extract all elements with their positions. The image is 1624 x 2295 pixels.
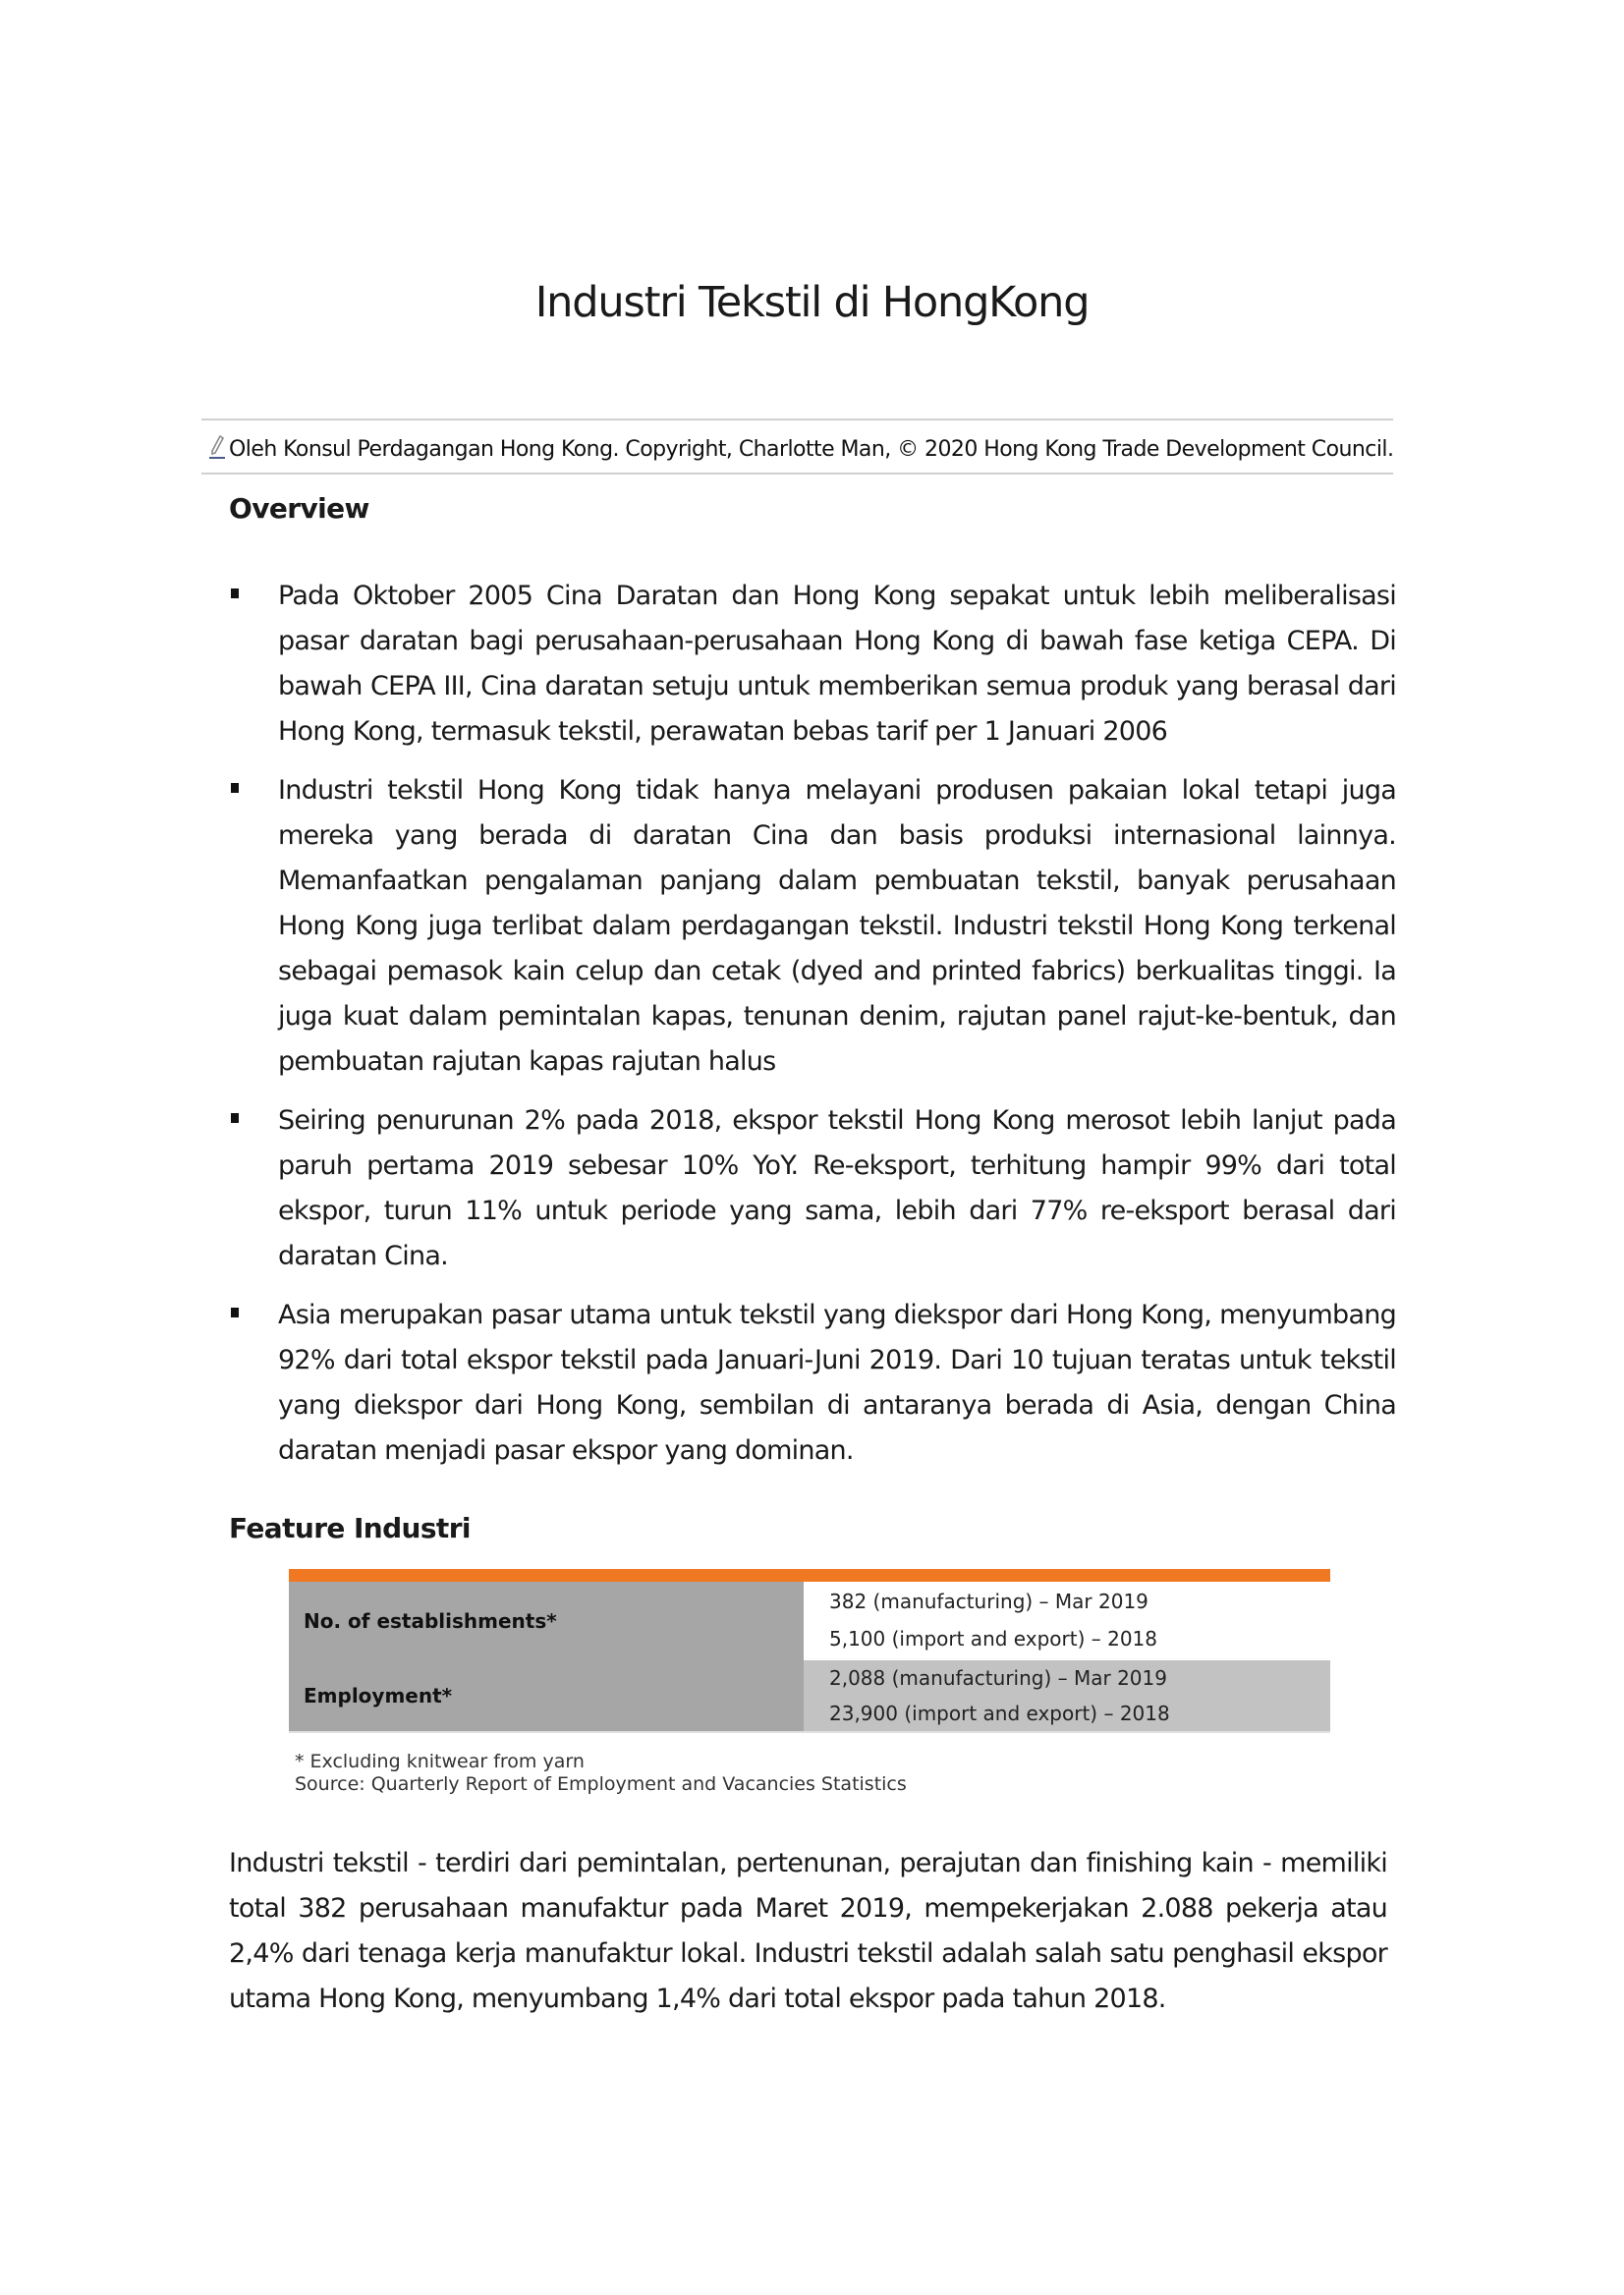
footnote-text: * Excluding knitwear from yarn	[295, 1751, 585, 1772]
list-item	[0, 1098, 1624, 1279]
square-bullet-icon	[231, 1308, 239, 1317]
page-title: Industri Tekstil di HongKong	[534, 278, 1090, 327]
bullet-text: Asia merupakan pasar utama untuk tekstil yang diekspor dari Hong Kong, menyumbang 92% dari total ekspor tekstil pada Januari-Juni 2019. Dari 10 tujuan teratas untuk tekstil yang diekspor dari Hong Kong, sembilan di antaranya berada di Asia, dengan China daratan menjadi pasar ekspor yang dominan.	[278, 1300, 1396, 1466]
row-label: No. of establishments*	[289, 1582, 804, 1660]
table-bottom-rule	[289, 1731, 1330, 1733]
cell-value: 382 (manufacturing) – Mar 2019	[829, 1590, 1148, 1613]
table-footnote	[295, 1751, 907, 1796]
table-row	[289, 1582, 1330, 1660]
feature-table	[289, 1569, 1330, 1733]
cell-value: 23,900 (import and export) – 2018	[829, 1702, 1170, 1725]
cell-value: 2,088 (manufacturing) – Mar 2019	[829, 1666, 1167, 1690]
row-values	[804, 1660, 1330, 1731]
list-item	[0, 1293, 1624, 1474]
byline	[207, 434, 1393, 463]
list-item	[0, 574, 1624, 755]
overview-bullet-list	[0, 574, 1624, 1487]
table-row	[289, 1660, 1330, 1731]
byline-text: Oleh Konsul Perdagangan Hong Kong. Copyright, Charlotte Man, © 2020 Hong Kong Trade Development Council.	[229, 437, 1394, 462]
feature-heading: Feature Industri	[229, 1512, 471, 1544]
overview-heading: Overview	[229, 492, 369, 525]
square-bullet-icon	[231, 1113, 239, 1123]
list-item	[0, 768, 1624, 1085]
square-bullet-icon	[231, 783, 239, 793]
cell-value: 5,100 (import and export) – 2018	[829, 1627, 1157, 1651]
square-bullet-icon	[231, 588, 239, 598]
bullet-text: Industri tekstil Hong Kong tidak hanya melayani produsen pakaian lokal tetapi juga mereka yang berada di daratan Cina dan basis produksi internasional lainnya. Memanfaatkan pengalaman panjang dalam pembuatan tekstil, banyak perusahaan Hong Kong juga terlibat dalam perdagangan tekstil. Industri tekstil Hong Kong terkenal sebagai pemasok kain celup dan cetak (dyed and printed fabrics) berkualitas tinggi. Ia juga kuat dalam pemintalan kapas, tenunan denim, rajutan panel rajut-ke-bentuk, dan pembuatan rajutan kapas rajutan halus	[278, 775, 1396, 1077]
row-values	[804, 1582, 1330, 1660]
source-text: Source: Quarterly Report of Employment and Vacancies Statistics	[295, 1773, 907, 1795]
byline-box	[201, 419, 1393, 475]
feature-paragraph: Industri tekstil - terdiri dari pemintalan, pertenunan, perajutan dan finishing kain - memiliki total 382 perusahaan manufaktur pada Maret 2019, mempekerjakan 2.088 pekerja atau 2,4% dari tenaga kerja manufaktur lokal. Industri tekstil adalah salah satu penghasil ekspor utama Hong Kong, menyumbang 1,4% dari total ekspor pada tahun 2018.	[229, 1848, 1387, 2014]
bullet-text: Pada Oktober 2005 Cina Daratan dan Hong Kong sepakat untuk lebih meliberalisasi pasar daratan bagi perusahaan-perusahaan Hong Kong di bawah fase ketiga CEPA. Di bawah CEPA III, Cina daratan setuju untuk memberikan semua produk yang berasal dari Hong Kong, termasuk tekstil, perawatan bebas tarif per 1 Januari 2006	[278, 581, 1396, 747]
pencil-icon	[207, 434, 227, 460]
row-label: Employment*	[289, 1660, 804, 1731]
bullet-text: Seiring penurunan 2% pada 2018, ekspor tekstil Hong Kong merosot lebih lanjut pada paruh pertama 2019 sebesar 10% YoY. Re-eksport, terhitung hampir 99% dari total ekspor, turun 11% untuk periode yang sama, lebih dari 77% re-eksport berasal dari daratan Cina.	[278, 1105, 1396, 1271]
table-accent-bar	[289, 1569, 1330, 1582]
